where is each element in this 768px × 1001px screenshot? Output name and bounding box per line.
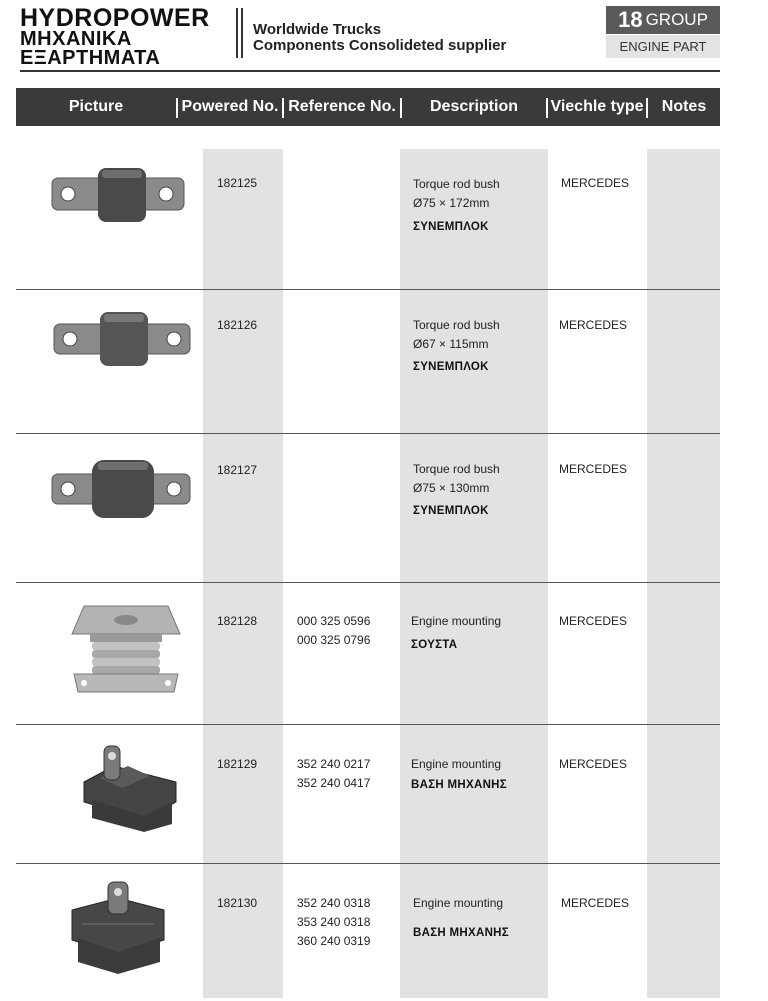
torque-rod-bush-icon bbox=[48, 164, 188, 226]
greek-name: ΣΥΝΕΜΠΛΟΚ bbox=[413, 505, 489, 517]
vehicle-type: MERCEDES bbox=[559, 614, 628, 628]
dimension: Ø67 × 115mm bbox=[413, 337, 489, 351]
header-divider bbox=[241, 8, 243, 58]
powered-no-column-shade bbox=[203, 149, 283, 998]
description: Torque rod bush bbox=[413, 177, 500, 191]
description: Engine mounting bbox=[411, 614, 502, 628]
tagline-line1: Worldwide Trucks bbox=[253, 21, 382, 38]
powered-no: 182127 bbox=[217, 463, 258, 477]
row-divider bbox=[16, 724, 720, 725]
row-divider bbox=[16, 433, 720, 434]
column-header-description: Description bbox=[429, 98, 518, 115]
reference-no: 353 240 0318 bbox=[297, 915, 371, 929]
greek-name: ΒΑΣΗ ΜΗΧΑΝΗΣ bbox=[413, 927, 509, 939]
description: Torque rod bush bbox=[413, 462, 500, 476]
tagline-line2: Components Consolideted supplier bbox=[253, 37, 507, 54]
brand-logo bbox=[20, 6, 210, 68]
group-label: GROUP bbox=[645, 10, 708, 29]
header-divider bbox=[236, 8, 238, 58]
category-label: ENGINE PART bbox=[606, 35, 720, 58]
dimension: Ø75 × 130mm bbox=[413, 481, 490, 495]
table-header bbox=[16, 88, 720, 126]
vehicle-type: MERCEDES bbox=[561, 176, 630, 190]
reference-no: 352 240 0217 bbox=[297, 757, 371, 771]
vehicle-type: MERCEDES bbox=[559, 318, 628, 332]
engine-mount-block-icon bbox=[68, 880, 168, 976]
row-divider bbox=[16, 863, 720, 864]
group-number: 18 bbox=[618, 7, 643, 32]
description: Engine mounting bbox=[411, 757, 502, 771]
column-header-powered-no: Powered No. bbox=[181, 98, 279, 115]
column-header-reference-no: Reference No. bbox=[288, 98, 396, 115]
row-divider bbox=[16, 582, 720, 583]
powered-no: 182128 bbox=[217, 614, 258, 628]
vehicle-type: MERCEDES bbox=[561, 896, 630, 910]
greek-name: ΒΑΣΗ ΜΗΧΑΝΗΣ bbox=[411, 779, 507, 791]
brand-subtitle-line1: ΜΗΧΑΝΙΚΑ bbox=[20, 28, 132, 50]
description: Torque rod bush bbox=[413, 318, 500, 332]
vehicle-type: MERCEDES bbox=[559, 757, 628, 771]
notes-column-shade bbox=[647, 149, 720, 998]
group-badge bbox=[606, 6, 720, 58]
vehicle-type: MERCEDES bbox=[559, 462, 628, 476]
engine-mount-block-icon bbox=[80, 742, 180, 832]
reference-no: 000 325 0596 bbox=[297, 614, 371, 628]
torque-rod-bush-icon bbox=[50, 458, 192, 520]
description: Engine mounting bbox=[413, 896, 504, 910]
brand-name: HYDROPOWER bbox=[20, 4, 210, 32]
reference-no: 000 325 0796 bbox=[297, 633, 371, 647]
engine-mount-bellows-icon bbox=[70, 600, 182, 694]
greek-name: ΣΥΝΕΜΠΛΟΚ bbox=[413, 361, 489, 373]
row-divider bbox=[16, 289, 720, 290]
reference-no: 360 240 0319 bbox=[297, 934, 371, 948]
greek-name: ΣΟΥΣΤΑ bbox=[411, 639, 458, 651]
description-column-shade bbox=[400, 149, 548, 998]
reference-no: 352 240 0417 bbox=[297, 776, 371, 790]
powered-no: 182129 bbox=[217, 757, 258, 771]
tagline bbox=[253, 22, 506, 54]
powered-no: 182126 bbox=[217, 318, 258, 332]
powered-no: 182125 bbox=[217, 176, 258, 190]
brand-subtitle-line2: ΕΞΑΡΤΗΜΑΤΑ bbox=[20, 47, 161, 69]
column-header-picture: Picture bbox=[68, 98, 124, 115]
reference-no: 352 240 0318 bbox=[297, 896, 371, 910]
group-number-box bbox=[606, 6, 720, 34]
torque-rod-bush-icon bbox=[52, 310, 192, 368]
column-header-vehicle-type: Viechle type bbox=[550, 98, 644, 115]
greek-name: ΣΥΝΕΜΠΛΟΚ bbox=[413, 221, 489, 233]
header-rule bbox=[20, 70, 720, 72]
column-header-notes: Notes bbox=[661, 98, 707, 115]
powered-no: 182130 bbox=[217, 896, 258, 910]
dimension: Ø75 × 172mm bbox=[413, 196, 490, 210]
